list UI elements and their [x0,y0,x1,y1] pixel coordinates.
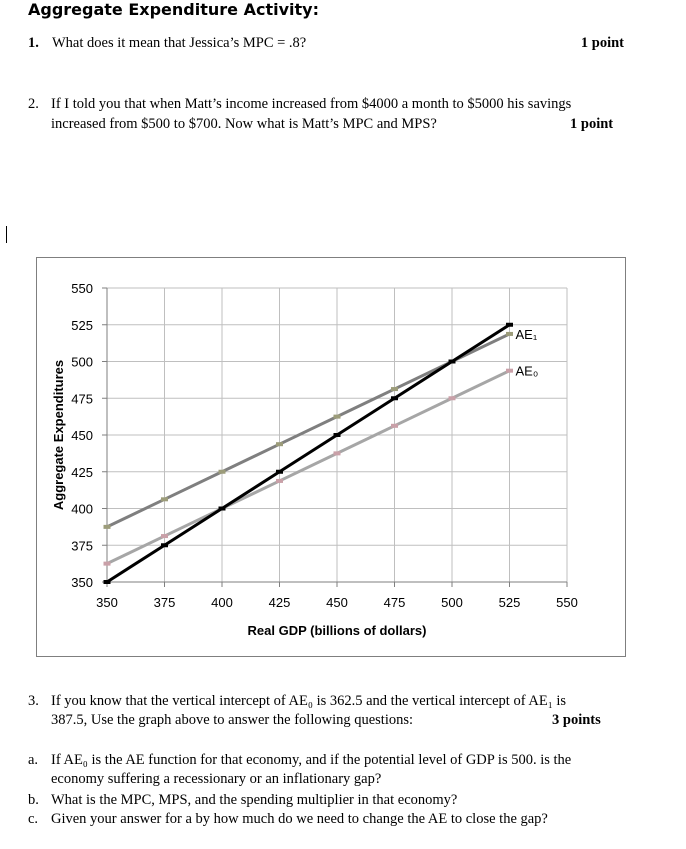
y-axis-title: Aggregate Expenditures [51,359,66,511]
point-AE1 [104,525,111,529]
x-tick-label: 550 [556,595,578,610]
y-tick-label: 450 [71,428,93,443]
question-1-text: What does it mean that Jessica’s MPC = .8? [52,35,307,51]
series-label-AE1: AE₁ [515,326,538,342]
question-2-number: 2. [28,96,39,112]
point-AE1 [506,332,513,336]
question-3-line2: 387.5, Use the graph above to answer the following questions: [51,712,414,728]
question-2-line1: If I told you that when Matt’s income increased from $4000 a month to $5000 his savings [51,96,572,112]
question-3 [28,692,638,732]
subquestion-a-line2: economy suffering a recessionary or an inflationary gap? [51,771,382,787]
subquestion-c [28,810,648,830]
y-tick-label: 350 [71,575,93,590]
series-label-AE0: AE₀ [515,363,539,379]
question-2 [28,95,638,135]
subquestion-b-letter: b. [28,792,39,808]
point-45-degree line [391,396,398,400]
point-AE0 [391,424,398,428]
point-45-degree line [449,360,456,364]
y-tick-label: 425 [71,464,93,480]
point-AE1 [219,470,226,474]
subquestion-c-line1: Given your answer for a by how much do we need to change the AE to close the gap? [51,811,548,827]
x-tick-label: 425 [268,595,291,610]
point-AE0 [161,534,168,538]
point-AE1 [334,415,341,419]
question-3-number: 3. [28,693,39,709]
y-tick-label: 375 [71,538,93,554]
x-tick-label: 350 [96,595,118,610]
question-2-line2: increased from $500 to $700. Now what is Matt’s MPC and MPS? [51,116,437,132]
point-AE0 [506,369,513,373]
page-title: Aggregate Expenditure Activity: [28,0,319,19]
chart-frame [36,257,626,657]
subquestion-b [28,791,648,811]
x-tick-label: 450 [326,595,348,610]
point-45-degree line [334,433,341,437]
point-AE1 [161,497,168,501]
point-AE1 [276,442,283,446]
x-tick-label: 475 [383,595,406,610]
y-tick-label: 525 [71,317,93,333]
point-AE0 [104,562,111,566]
point-AE0 [276,479,283,483]
y-tick-label: 400 [71,501,93,517]
chart-labels [51,281,578,638]
question-3-points: 3 points [552,712,601,728]
question-3-line1: If you know that the vertical intercept of AE₀ is 362.5 and the vertical intercept of AE₁ is [51,693,567,709]
ae-chart [37,258,625,656]
point-AE0 [449,396,456,400]
point-45-degree line [161,543,168,547]
x-tick-label: 525 [498,595,521,610]
subquestion-a-letter: a. [28,752,39,768]
point-45-degree line [506,323,513,327]
x-tick-label: 400 [211,595,233,610]
point-45-degree line [219,507,226,511]
y-tick-label: 475 [71,391,93,407]
y-tick-label: 500 [71,354,93,370]
subquestion-a-line1: If AE₀ is the AE function for that economy, and if the potential level of GDP is 500. is the [51,752,572,768]
x-tick-label: 500 [441,595,463,610]
question-1 [28,34,628,54]
question-2-points: 1 point [570,116,614,132]
point-AE1 [391,387,398,391]
text-cursor [6,226,7,243]
y-tick-label: 550 [71,281,93,296]
point-AE0 [334,451,341,455]
point-45-degree line [276,470,283,474]
question-1-points: 1 point [580,35,624,51]
subquestion-a [28,751,648,791]
x-tick-label: 375 [153,595,176,610]
x-axis-title: Real GDP (billions of dollars) [247,623,427,638]
point-45-degree line [104,580,111,584]
subquestion-b-line1: What is the MPC, MPS, and the spending multiplier in that economy? [51,792,458,808]
question-1-number: 1. [28,35,39,51]
subquestion-c-letter: c. [28,811,39,827]
